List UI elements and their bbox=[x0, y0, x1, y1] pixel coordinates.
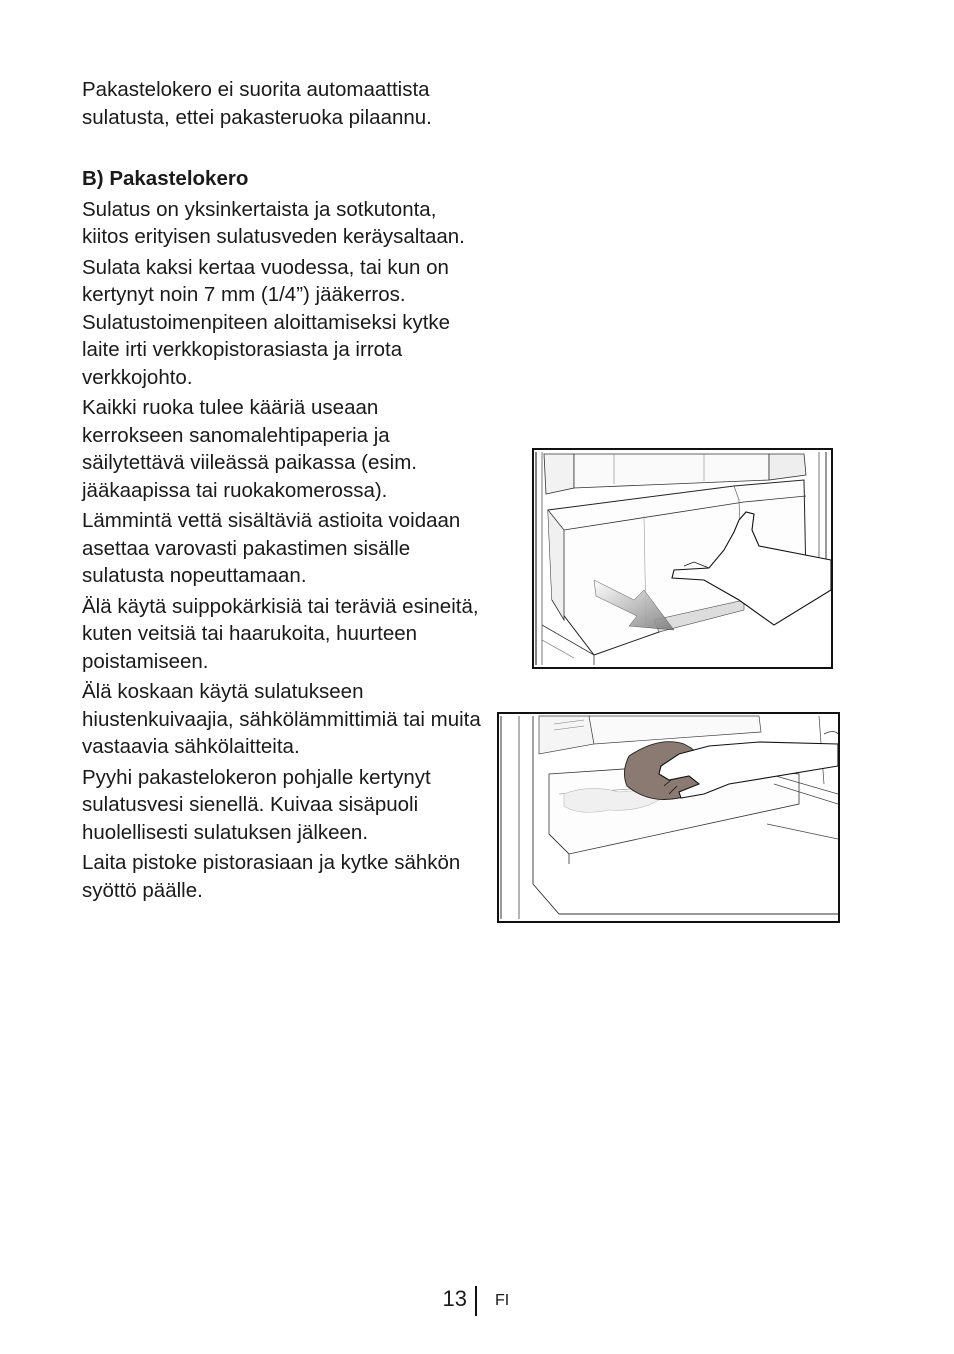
paragraph: Lämmintä vettä sisältäviä astioita voidaan asettaa varovasti pakastimen sisälle sulatusta nopeuttamaan. bbox=[82, 509, 461, 587]
drawer-removal-illustration bbox=[532, 448, 833, 669]
paragraph: Sulatus on yksinkertaista ja sotkutonta, kiitos erityisen sulatusveden keräysaltaan. bbox=[82, 197, 465, 248]
paragraph: Pyyhi pakastelokeron pohjalle kertynyt sulatusvesi sienellä. Kuivaa sisäpuoli huolellisesti sulatuksen jälkeen. bbox=[82, 765, 431, 844]
intro-paragraph: Pakastelokero ei suorita automaattista sulatusta, ettei pakasteruoka pilaannu. bbox=[82, 78, 432, 129]
page-number: 13 bbox=[442, 1286, 467, 1311]
paragraph: Älä koskaan käytä sulatukseen hiustenkuivaajia, sähkölämmittimiä tai muita vastaavia sähkölaitteita. bbox=[82, 680, 481, 758]
paragraph: Sulata kaksi kertaa vuodessa, tai kun on kertynyt noin 7 mm (1/4”) jääkerros. Sulatustoimenpiteen aloittamiseksi kytke laite irti verkkopistorasiasta ja irrota verkkojohto. bbox=[82, 255, 451, 389]
wiping-illustration bbox=[497, 712, 840, 923]
drawer-removal-drawing bbox=[534, 450, 831, 667]
wiping-drawing bbox=[499, 714, 838, 921]
paragraph: Laita pistoke pistorasiaan ja kytke sähkön syöttö päälle. bbox=[82, 851, 461, 902]
paragraph: Kaikki ruoka tulee kääriä useaan kerrokseen sanomalehtipaperia ja säilytettävä viileässä paikassa (esim. jääkaapissa tai ruokakomerossa). bbox=[82, 396, 417, 502]
language-code: FI bbox=[495, 1292, 510, 1309]
paragraph: Älä käytä suippokärkisiä tai teräviä esineitä, kuten veitsiä tai haarukoita, huurteen poistamiseen. bbox=[82, 594, 479, 673]
main-text-column bbox=[82, 76, 482, 907]
section-heading: B) Pakastelokero bbox=[82, 167, 249, 190]
page-footer bbox=[0, 1284, 954, 1316]
footer-divider bbox=[475, 1286, 477, 1316]
